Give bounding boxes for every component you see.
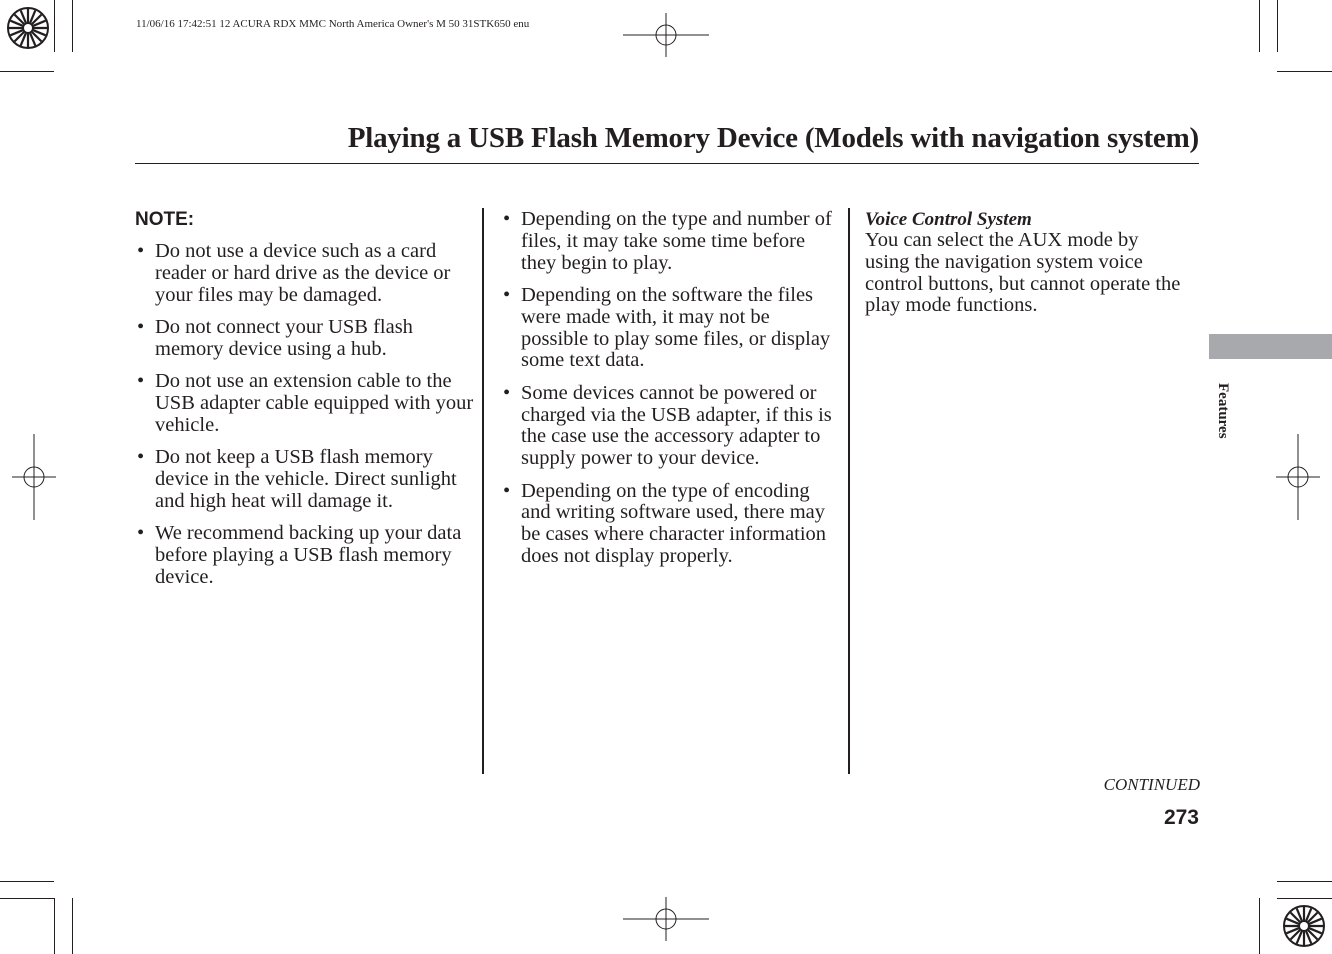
bullet-icon: • — [503, 208, 511, 230]
crop-mark — [0, 881, 54, 882]
list-item — [135, 447, 475, 512]
list-item — [135, 317, 475, 361]
list-item-text: Do not connect your USB flash memory device using a hub. — [155, 315, 413, 360]
list-item — [135, 371, 475, 436]
note-heading: NOTE: — [135, 209, 195, 230]
playback-list — [501, 209, 837, 568]
title-rule — [135, 163, 1199, 164]
crop-mark — [1259, 0, 1260, 52]
voice-control-text: You can select the AUX mode by using the navigation system voice control buttons, but cannot operate the play mode functions. — [865, 229, 1181, 317]
page-number: 273 — [1163, 806, 1199, 829]
voice-control-heading: Voice Control System — [865, 209, 1032, 230]
list-item-text: Do not keep a USB flash memory device in the vehicle. Direct sunlight and high heat will damage it. — [155, 446, 457, 512]
list-item-text: Do not use a device such as a card reader or hard drive as the device or your files may be damaged. — [155, 240, 451, 306]
list-item — [501, 481, 837, 568]
crop-mark — [54, 898, 55, 954]
crop-mark — [1277, 0, 1278, 52]
crop-mark — [0, 898, 54, 899]
continued-label: CONTINUED — [1103, 775, 1200, 794]
list-item — [501, 383, 837, 470]
column-playback-notes — [501, 209, 837, 578]
list-item-text: Do not use an extension cable to the USB adapter cable equipped with your vehicle. — [155, 370, 474, 436]
note-list — [135, 241, 475, 589]
crop-mark — [72, 0, 73, 52]
section-tab-label: Features — [1215, 383, 1231, 439]
registration-target-icon — [1282, 904, 1326, 948]
crosshair-icon — [12, 434, 56, 520]
column-divider — [848, 208, 850, 774]
column-notes — [135, 209, 475, 599]
list-item — [135, 241, 475, 306]
bullet-icon: • — [137, 315, 145, 338]
bullet-icon: • — [503, 479, 511, 502]
bullet-icon: • — [503, 283, 511, 306]
crop-mark — [1259, 898, 1260, 954]
column-divider — [482, 208, 484, 774]
crop-mark — [1277, 898, 1332, 899]
list-item — [135, 523, 475, 588]
crop-mark — [1277, 881, 1332, 882]
crop-mark — [1277, 71, 1332, 72]
crop-mark — [0, 71, 54, 72]
bullet-icon: • — [137, 370, 145, 393]
section-tab — [1209, 334, 1332, 359]
crosshair-icon — [623, 13, 709, 57]
crosshair-icon — [1276, 434, 1320, 520]
list-item — [501, 209, 837, 274]
bullet-icon: • — [503, 381, 511, 404]
crosshair-icon — [623, 897, 709, 941]
crop-mark — [54, 0, 55, 52]
list-item-text: Depending on the type and number of files, it may take some time before they begin to play. — [521, 208, 832, 274]
list-item-text: We recommend backing up your data before playing a USB flash memory device. — [155, 522, 462, 588]
bullet-icon: • — [137, 446, 145, 469]
bullet-icon: • — [137, 522, 145, 545]
page-title: Playing a USB Flash Memory Device (Models with navigation system) — [347, 122, 1199, 154]
list-item-text: Depending on the type of encoding and writing software used, there may be cases where character information does not display properly. — [521, 479, 827, 567]
crop-mark — [72, 898, 73, 954]
bullet-icon: • — [137, 240, 145, 262]
print-slug: 11/06/16 17:42:51 12 ACURA RDX MMC North America Owner's M 50 31STK650 enu — [136, 18, 530, 30]
registration-target-icon — [6, 6, 50, 50]
column-voice-control — [865, 209, 1187, 317]
list-item-text: Depending on the software the files were made with, it may not be possible to play some files, or display some text data. — [521, 283, 831, 372]
list-item-text: Some devices cannot be powered or charged via the USB adapter, if this is the case use the accessory adapter to supply power to your device. — [521, 381, 832, 470]
list-item — [501, 285, 837, 372]
